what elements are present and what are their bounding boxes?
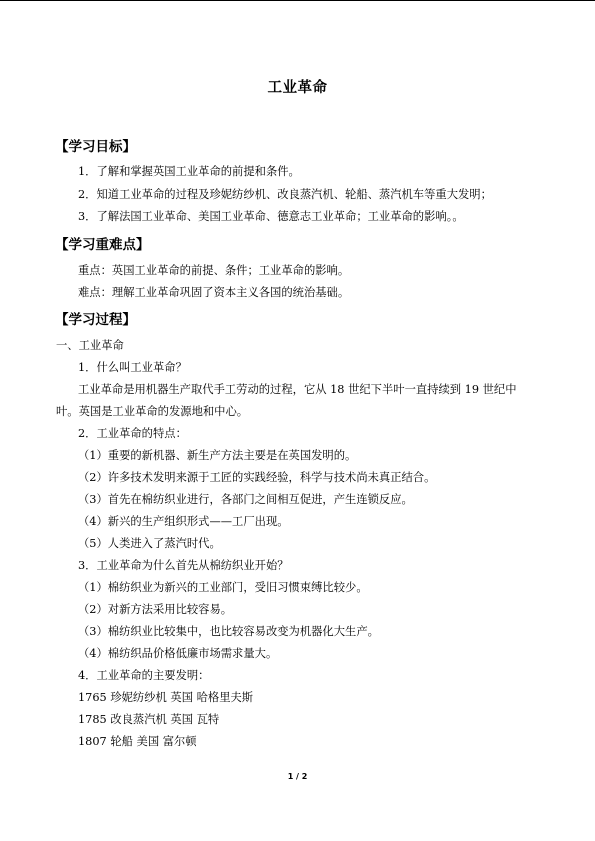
list-item: （1）重要的新机器、新生产方法主要是在英国发明的。 xyxy=(78,449,357,462)
key-point-item: 难点：理解工业革命巩固了资本主义各国的统治基础。 xyxy=(78,286,350,299)
part-title: 一、工业革命 xyxy=(56,339,124,352)
goal-item: 2．知道工业革命的过程及珍妮纺纱机、改良蒸汽机、轮船、蒸汽机车等重大发明； xyxy=(78,188,492,201)
invention-item: 1765 珍妮纺纱机 英国 哈格里夫斯 xyxy=(78,691,254,704)
question-heading: 2．工业革命的特点： xyxy=(78,427,187,440)
list-item: （3）棉纺织业比较集中，也比较容易改变为机器化大生产。 xyxy=(78,625,379,638)
page-title: 工业革命 xyxy=(267,80,328,96)
key-point-item: 重点：英国工业革命的前提、条件；工业革命的影响。 xyxy=(78,264,350,277)
goal-item: 3．了解法国工业革命、美国工业革命、德意志工业革命；工业革命的影响。。 xyxy=(78,210,464,223)
list-item: （3）首先在棉纺织业进行，各部门之间相互促进，产生连锁反应。 xyxy=(78,493,413,506)
list-item: （2）许多技术发明来源于工匠的实践经验，科学与技术尚未真正结合。 xyxy=(78,471,436,484)
question-heading: 3．工业革命为什么首先从棉纺织业开始？ xyxy=(78,559,289,572)
section-heading-key-points: 【学习重难点】 xyxy=(55,237,150,253)
list-item: （4）新兴的生产组织形式——工厂出现。 xyxy=(78,515,289,528)
question-heading: 4．工业革命的主要发明： xyxy=(78,669,210,682)
top-border-line xyxy=(0,0,595,1)
list-item: （4）棉纺织品价格低廉市场需求量大。 xyxy=(78,647,278,660)
invention-item: 1807 轮船 美国 富尔顿 xyxy=(78,735,197,748)
list-item: （2）对新方法采用比较容易。 xyxy=(78,603,233,616)
paragraph-line: 工业革命是用机器生产取代手工劳动的过程，它从 18 世纪下半叶一直持续到 19 世纪中 xyxy=(78,383,517,396)
invention-item: 1785 改良蒸汽机 英国 瓦特 xyxy=(78,713,220,726)
question-heading: 1．什么叫工业革命？ xyxy=(78,361,187,374)
goal-item: 1．了解和掌握英国工业革命的前提和条件。 xyxy=(78,165,300,178)
section-heading-goals: 【学习目标】 xyxy=(55,139,136,155)
paragraph-line: 叶。英国是工业革命的发源地和中心。 xyxy=(56,405,249,418)
section-heading-process: 【学习过程】 xyxy=(55,312,136,328)
list-item: （5）人类进入了蒸汽时代。 xyxy=(78,537,221,550)
page-number: 1 / 2 xyxy=(287,772,308,781)
list-item: （1）棉纺织业为新兴的工业部门，受旧习惯束缚比较少。 xyxy=(78,581,368,594)
